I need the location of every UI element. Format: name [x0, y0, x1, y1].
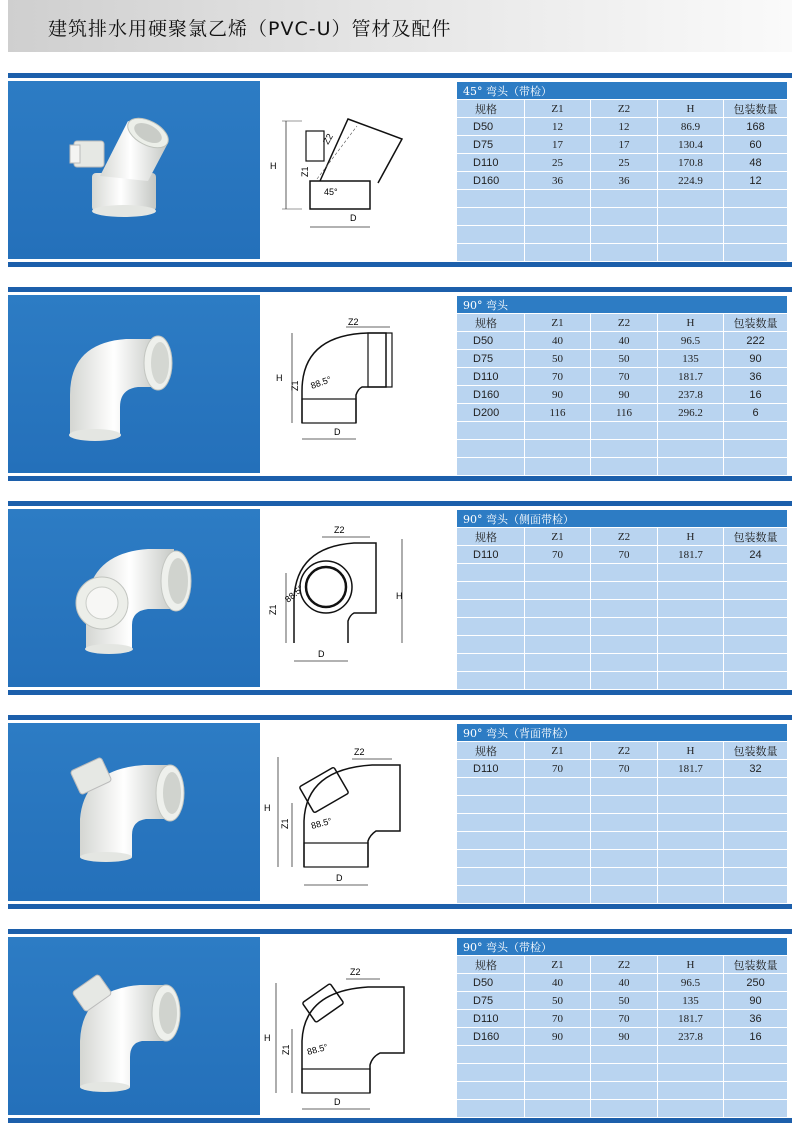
technical-drawing-45-elbow: [262, 81, 454, 259]
cell-pack: 24: [724, 546, 788, 564]
table-row-empty: [457, 636, 788, 654]
drawing-label-d: D: [336, 873, 343, 883]
cell-spec: D75: [457, 992, 525, 1010]
drawing-label-z2: Z2: [354, 747, 365, 757]
drawing-label-angle: 88.5°: [309, 815, 333, 831]
drawing-label-d: D: [350, 213, 357, 223]
spec-table-90-elbow-back: [456, 723, 788, 904]
cell-h: 181.7: [658, 368, 724, 386]
header-z2: Z2: [591, 528, 658, 546]
cell-z2: 70: [591, 546, 658, 564]
cell-spec: D200: [457, 404, 525, 422]
cell-z1: 70: [525, 546, 591, 564]
drawing-label-angle: 88.5°: [282, 583, 306, 605]
cell-spec: D110: [457, 1010, 525, 1028]
cell-spec: D110: [457, 760, 525, 778]
table-row-empty: [457, 600, 788, 618]
section-rule-bottom: [8, 904, 792, 909]
table-row-empty: [457, 778, 788, 796]
cell-z2: 70: [591, 368, 658, 386]
table-caption: 90° 弯头（侧面带检）: [457, 510, 788, 528]
cell-spec: D50: [457, 974, 525, 992]
table-row: [457, 172, 788, 190]
product-photo-90-elbow: [8, 295, 260, 473]
cell-z1: 90: [525, 1028, 591, 1046]
cell-z1: 36: [525, 172, 591, 190]
cell-z2: 40: [591, 974, 658, 992]
cell-pack: 16: [724, 386, 788, 404]
technical-drawing-90-elbow: [262, 295, 454, 473]
header-z2: Z2: [591, 100, 658, 118]
table-caption: 90° 弯头: [457, 296, 788, 314]
table-row-empty: [457, 796, 788, 814]
cell-h: 170.8: [658, 154, 724, 172]
table-row: [457, 332, 788, 350]
cell-spec: D160: [457, 386, 525, 404]
header-spec: 规格: [457, 314, 525, 332]
product-photo-90-elbow-side: [8, 509, 260, 687]
table-row-empty: [457, 226, 788, 244]
cell-h: 96.5: [658, 974, 724, 992]
table-header-row: [457, 314, 788, 332]
header-h: H: [658, 100, 724, 118]
header-h: H: [658, 528, 724, 546]
table-caption: 45° 弯头（带检）: [457, 82, 788, 100]
cell-pack: 90: [724, 992, 788, 1010]
header-pack: 包装数量: [724, 100, 788, 118]
cell-z2: 17: [591, 136, 658, 154]
header-z1: Z1: [525, 528, 591, 546]
section-rule-top: [8, 715, 792, 720]
title-bar: [8, 0, 792, 52]
table-row: [457, 760, 788, 778]
table-row-empty: [457, 1046, 788, 1064]
table-row-empty: [457, 868, 788, 886]
table-row: [457, 386, 788, 404]
drawing-label-d: D: [334, 427, 341, 437]
drawing-label-angle: 88.5°: [309, 374, 333, 391]
cell-z2: 70: [591, 760, 658, 778]
table-row-empty: [457, 422, 788, 440]
header-pack: 包装数量: [724, 742, 788, 760]
cell-z2: 25: [591, 154, 658, 172]
header-pack: 包装数量: [724, 956, 788, 974]
drawing-label-h: H: [264, 803, 271, 813]
cell-z2: 116: [591, 404, 658, 422]
table-row-empty: [457, 1082, 788, 1100]
section-rule-top: [8, 287, 792, 292]
header-spec: 规格: [457, 100, 525, 118]
cell-z2: 36: [591, 172, 658, 190]
table-row-empty: [457, 1064, 788, 1082]
table-header-row: [457, 528, 788, 546]
spec-table-90-elbow-side: [456, 509, 788, 690]
cell-pack: 48: [724, 154, 788, 172]
section-rule-bottom: [8, 1118, 792, 1123]
cell-z2: 90: [591, 386, 658, 404]
table-row-empty: [457, 672, 788, 690]
drawing-label-angle: 88.5°: [305, 1041, 329, 1057]
cell-pack: 36: [724, 1010, 788, 1028]
cell-h: 96.5: [658, 332, 724, 350]
drawing-label-d: D: [318, 649, 325, 659]
cell-pack: 6: [724, 404, 788, 422]
drawing-label-h: H: [396, 591, 403, 601]
cell-h: 86.9: [658, 118, 724, 136]
table-row-empty: [457, 208, 788, 226]
table-row-empty: [457, 1100, 788, 1118]
table-row-empty: [457, 654, 788, 672]
cell-z1: 50: [525, 350, 591, 368]
table-caption: 90° 弯头（带检）: [457, 938, 788, 956]
cell-pack: 16: [724, 1028, 788, 1046]
header-spec: 规格: [457, 956, 525, 974]
cell-pack: 60: [724, 136, 788, 154]
cell-spec: D160: [457, 1028, 525, 1046]
header-pack: 包装数量: [724, 528, 788, 546]
cell-h: 224.9: [658, 172, 724, 190]
cell-z1: 25: [525, 154, 591, 172]
table-row: [457, 992, 788, 1010]
table-row: [457, 546, 788, 564]
table-row: [457, 974, 788, 992]
section-rule-top: [8, 73, 792, 78]
cell-h: 135: [658, 992, 724, 1010]
cell-z1: 116: [525, 404, 591, 422]
drawing-label-z1: Z1: [290, 380, 300, 391]
cell-spec: D50: [457, 118, 525, 136]
section-rule-bottom: [8, 690, 792, 695]
table-row-empty: [457, 244, 788, 262]
cell-h: 130.4: [658, 136, 724, 154]
drawing-label-z1: Z1: [281, 1044, 291, 1055]
technical-drawing-90-elbow-back: [262, 723, 454, 901]
cell-spec: D160: [457, 172, 525, 190]
cell-pack: 250: [724, 974, 788, 992]
cell-spec: D110: [457, 546, 525, 564]
cell-z1: 40: [525, 332, 591, 350]
header-z2: Z2: [591, 956, 658, 974]
cell-spec: D50: [457, 332, 525, 350]
drawing-label-z2: Z2: [348, 317, 359, 327]
header-z1: Z1: [525, 100, 591, 118]
cell-spec: D110: [457, 368, 525, 386]
table-row-empty: [457, 582, 788, 600]
cell-z2: 12: [591, 118, 658, 136]
cell-spec: D75: [457, 136, 525, 154]
drawing-label-z1: Z1: [300, 166, 310, 177]
cell-h: 135: [658, 350, 724, 368]
cell-pack: 32: [724, 760, 788, 778]
drawing-label-d: D: [334, 1097, 341, 1107]
table-row-empty: [457, 832, 788, 850]
cell-z2: 70: [591, 1010, 658, 1028]
drawing-label-angle: 45°: [324, 187, 338, 197]
section-rule-bottom: [8, 476, 792, 481]
drawing-label-z2: Z2: [321, 131, 335, 146]
cell-pack: 36: [724, 368, 788, 386]
table-row-empty: [457, 190, 788, 208]
product-photo-90-elbow-back: [8, 723, 260, 901]
table-row-empty: [457, 886, 788, 904]
header-z2: Z2: [591, 742, 658, 760]
table-row: [457, 118, 788, 136]
header-pack: 包装数量: [724, 314, 788, 332]
technical-drawing-90-elbow-inspection: [262, 937, 454, 1115]
section-rule-top: [8, 929, 792, 934]
drawing-label-h: H: [276, 373, 283, 383]
drawing-label-z2: Z2: [350, 967, 361, 977]
cell-h: 237.8: [658, 386, 724, 404]
cell-h: 237.8: [658, 1028, 724, 1046]
header-spec: 规格: [457, 528, 525, 546]
drawing-label-h: H: [264, 1033, 271, 1043]
cell-h: 296.2: [658, 404, 724, 422]
spec-table-90-elbow: [456, 295, 788, 476]
table-row-empty: [457, 850, 788, 868]
table-row: [457, 350, 788, 368]
technical-drawing-90-elbow-side: [262, 509, 454, 687]
header-h: H: [658, 956, 724, 974]
cell-z1: 40: [525, 974, 591, 992]
cell-z1: 17: [525, 136, 591, 154]
cell-spec: D75: [457, 350, 525, 368]
cell-z1: 70: [525, 760, 591, 778]
header-h: H: [658, 742, 724, 760]
table-row: [457, 368, 788, 386]
spec-table-90-elbow-inspection: [456, 937, 788, 1118]
table-row-empty: [457, 814, 788, 832]
cell-z2: 50: [591, 992, 658, 1010]
table-row-empty: [457, 440, 788, 458]
product-photo-45-elbow: [8, 81, 260, 259]
header-z1: Z1: [525, 742, 591, 760]
drawing-label-z1: Z1: [268, 604, 278, 615]
table-row: [457, 1028, 788, 1046]
cell-z1: 70: [525, 1010, 591, 1028]
header-spec: 规格: [457, 742, 525, 760]
table-row-empty: [457, 564, 788, 582]
table-row: [457, 154, 788, 172]
cell-z2: 50: [591, 350, 658, 368]
cell-pack: 222: [724, 332, 788, 350]
header-h: H: [658, 314, 724, 332]
cell-pack: 12: [724, 172, 788, 190]
drawing-label-z1: Z1: [280, 818, 290, 829]
product-photo-90-elbow-inspection: [8, 937, 260, 1115]
cell-spec: D110: [457, 154, 525, 172]
cell-z1: 50: [525, 992, 591, 1010]
table-row-empty: [457, 458, 788, 476]
cell-h: 181.7: [658, 546, 724, 564]
cell-z1: 12: [525, 118, 591, 136]
drawing-label-z2: Z2: [334, 525, 345, 535]
page-title: 建筑排水用硬聚氯乙烯（PVC-U）管材及配件: [48, 18, 452, 40]
cell-pack: 90: [724, 350, 788, 368]
header-z2: Z2: [591, 314, 658, 332]
cell-pack: 168: [724, 118, 788, 136]
table-row-empty: [457, 618, 788, 636]
cell-h: 181.7: [658, 760, 724, 778]
cell-h: 181.7: [658, 1010, 724, 1028]
table-header-row: [457, 742, 788, 760]
drawing-label-h: H: [270, 161, 277, 171]
spec-table-45-elbow: [456, 81, 788, 262]
table-caption: 90° 弯头（背面带检）: [457, 724, 788, 742]
section-rule-bottom: [8, 262, 792, 267]
table-row: [457, 136, 788, 154]
table-header-row: [457, 956, 788, 974]
table-row: [457, 1010, 788, 1028]
cell-z1: 70: [525, 368, 591, 386]
table-header-row: [457, 100, 788, 118]
header-z1: Z1: [525, 314, 591, 332]
header-z1: Z1: [525, 956, 591, 974]
cell-z1: 90: [525, 386, 591, 404]
section-rule-top: [8, 501, 792, 506]
cell-z2: 40: [591, 332, 658, 350]
table-row: [457, 404, 788, 422]
cell-z2: 90: [591, 1028, 658, 1046]
